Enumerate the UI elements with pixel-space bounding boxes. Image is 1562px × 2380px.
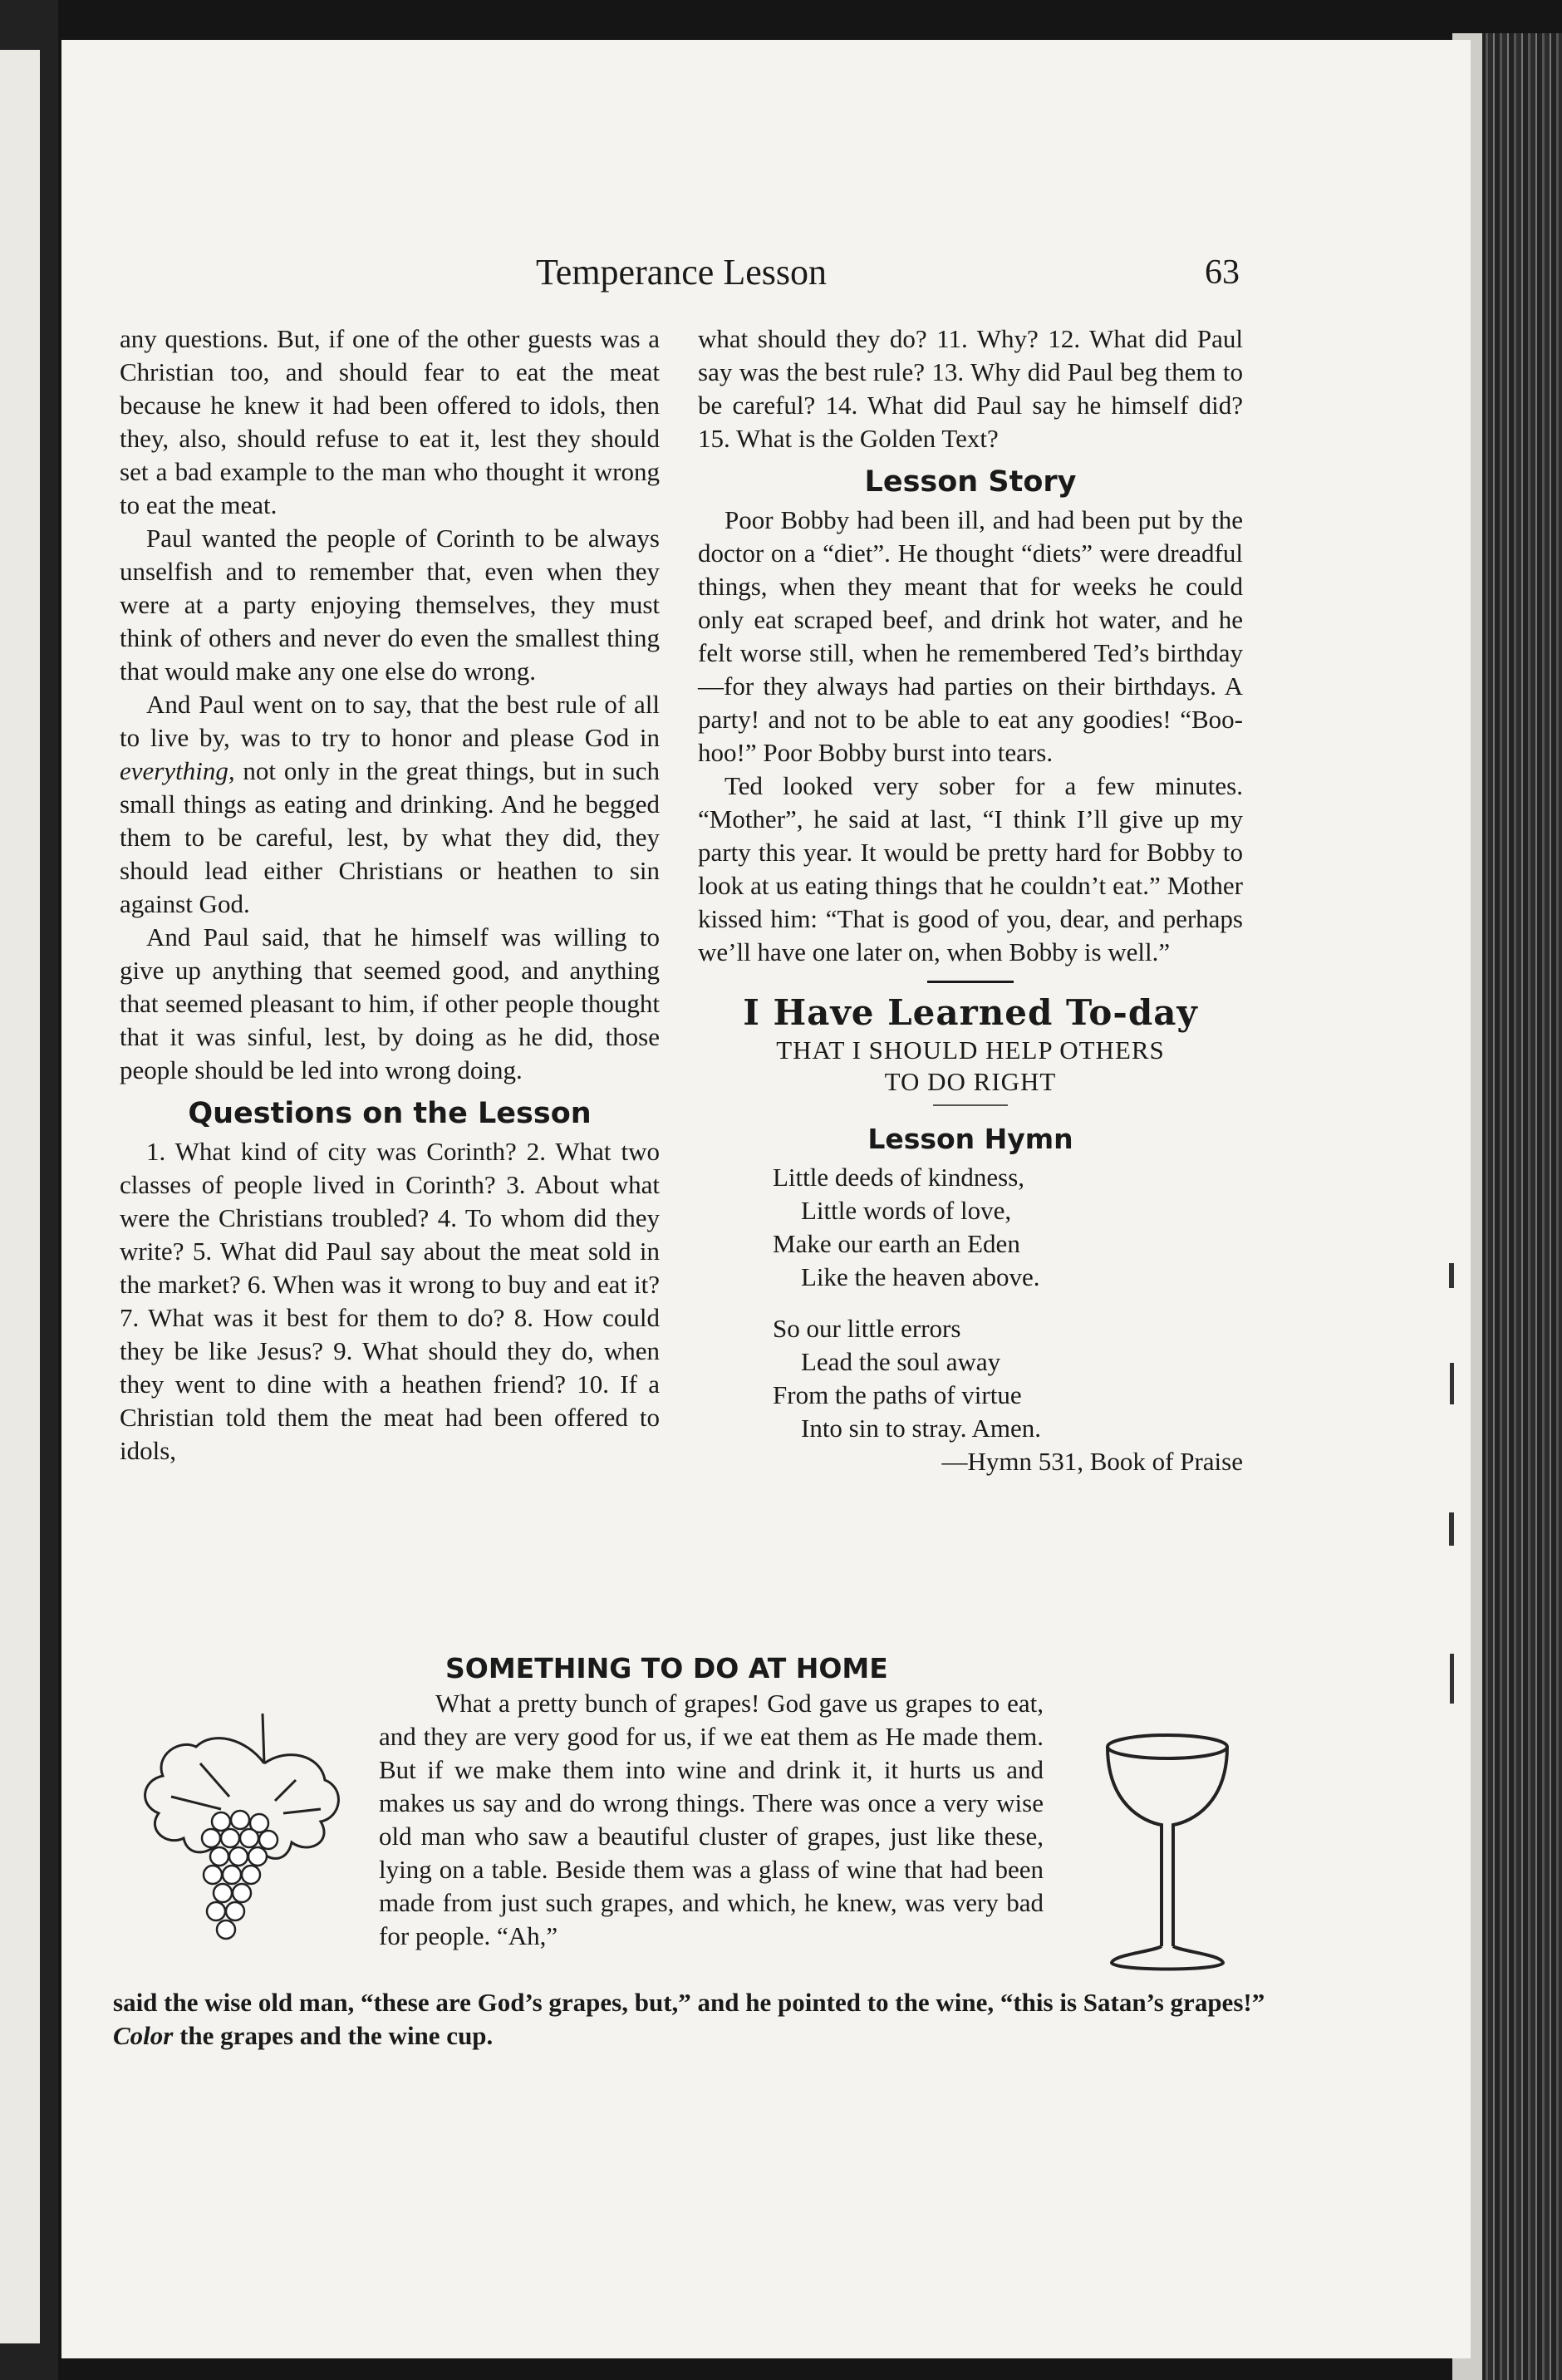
paragraph: And Paul said, that he himself was willing to give up anything that seemed good, and anything that seemed pleasant to him, if other people thought that it was sinful, lest, by doing as he did, those people should be led into wrong doing.: [120, 922, 660, 1084]
emphasized-word: everything,: [120, 756, 235, 785]
divider-rule-thin: [933, 1104, 1008, 1106]
running-header-title: Temperance Lesson: [536, 252, 827, 293]
questions-heading: Questions on the Lesson: [188, 1097, 592, 1130]
hymn-line: Into sin to stray. Amen.: [801, 1414, 1042, 1443]
paragraph-text: not only in the great things, but in such small things as eating and drinking. And he begged them to be careful, lest, by what they did, they should lead either Christians or heathen to sin against God.: [120, 756, 660, 918]
hymn-verses: [773, 1161, 1243, 1445]
questions-continued: what should they do? 11. Why? 12. What did Paul say was the best rule? 13. Why did Paul beg them to be careful? 14. What did Paul say he himself did? 15. What is the Golden Text?: [698, 324, 1243, 453]
paragraph-text: And Paul went on to say, that the best rule of all to live by, was to try to honor and please God in: [120, 690, 660, 752]
hymn-line: Make our earth an Eden: [773, 1229, 1020, 1258]
learned-today-line: THAT I SHOULD HELP OTHERS: [776, 1035, 1165, 1065]
learned-today-line: TO DO RIGHT: [884, 1067, 1057, 1096]
hymn-line: Like the heaven above.: [801, 1262, 1040, 1291]
paragraph: Paul wanted the people of Corinth to be always unselfish and to remember that, even when they were at a party enjoying themselves, they must think of others and never do even the smallest thing that would make any one else do wrong.: [120, 524, 660, 686]
story-paragraph: Ted looked very sober for a few minutes. “Mother”, he said at last, “I think I’ll give up my party this year. It would be pretty hard for Bobby to look at us eating things that he couldn’t eat.” Mother kissed him: “That is good of you, dear, and perhaps we’ll have one later on, when Bobby is well.”: [698, 771, 1243, 966]
home-activity-paragraph: What a pretty bunch of grapes! God gave us grapes to eat, and they are very good for us, if we eat them as He made them. But if we make them into wine and drink it, it hurts us and makes us say and do wrong things. There was once a very wise old man who saw a beautiful cluster of grapes, just like these, lying on a table. Beside them was a glass of wine that had been made from just such grapes, and which, he knew, was very bad for people. “Ah,”: [379, 1689, 1044, 1950]
hymn-line: From the paths of virtue: [773, 1380, 1022, 1409]
emphasized-word: Color: [113, 2021, 174, 2050]
learned-today-heading: I Have Learned To-day: [743, 992, 1198, 1033]
lesson-story-heading: Lesson Story: [864, 465, 1077, 499]
hymn-line: Little deeds of kindness,: [773, 1163, 1025, 1192]
hymn-citation: —Hymn 531, Book of Praise: [941, 1447, 1243, 1476]
questions-text: 1. What kind of city was Corinth? 2. What two classes of people lived in Corinth? 3. About what were the Christians troubled? 4. To whom did they write? 5. What did Paul say about the meat sold in the market? 6. When was it wrong to buy and eat it? 7. What was it best for them to do? 8. How could they be like Jesus? 9. What should they do, when they went to dine with a heathen friend? 10. If a Christian told them the meat had been offered to idols,: [120, 1137, 660, 1465]
closing-text: said the wise old man, “these are God’s grapes, but,” and he pointed to the wine, “this is Satan’s grapes!”: [113, 1988, 1265, 2017]
home-activity-closing: [113, 1986, 1276, 2053]
hymn-line: Lead the soul away: [801, 1347, 1001, 1376]
wine-glass-icon: [1097, 1728, 1238, 1978]
closing-text: the grapes and the wine cup.: [173, 2021, 494, 2050]
home-activity-heading: SOMETHING TO DO AT HOME: [445, 1652, 888, 1684]
hymn-line: So our little errors: [773, 1314, 961, 1343]
page-edge-marks: [1447, 1263, 1457, 1712]
right-column: [698, 322, 1243, 1478]
grapes-icon: [121, 1705, 354, 1955]
lesson-hymn-heading: Lesson Hymn: [867, 1123, 1073, 1155]
story-paragraph: Poor Bobby had been ill, and had been put by the doctor on a “diet”. He thought “diets” were dreadful things, when they meant that for weeks he could only eat scraped beef, and drink hot water, and he felt worse still, when he remembered Ted’s birthday—for they always had parties on their birthdays. A party! and not to be able to eat any goodies! “Boo-hoo!” Poor Bobby burst into tears.: [698, 505, 1243, 767]
paragraph: any questions. But, if one of the other guests was a Christian too, and should fear to eat the meat because he knew it had been offered to idols, then they, also, should refuse to eat it, lest they should set a bad example to the man who thought it wrong to eat the meat.: [120, 324, 660, 519]
page-number: 63: [1205, 253, 1240, 292]
hymn-line: Little words of love,: [801, 1196, 1012, 1225]
divider-rule: [927, 981, 1014, 983]
paragraph: [120, 688, 660, 921]
home-activity-text: [379, 1687, 1044, 1953]
adjacent-page-sliver: [0, 50, 40, 2343]
left-column: [120, 322, 660, 1468]
